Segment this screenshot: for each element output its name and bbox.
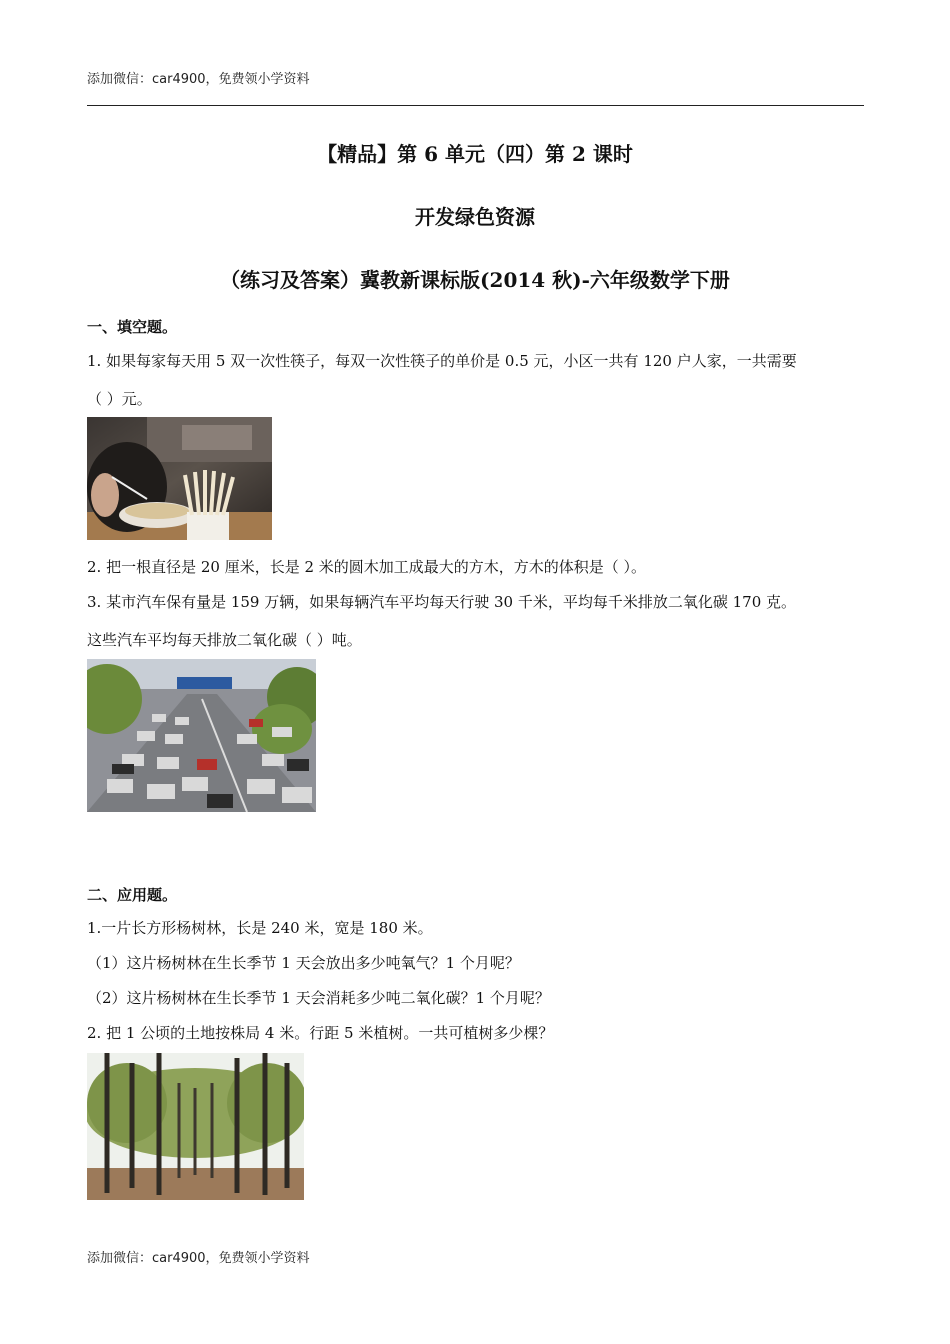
section-heading-fill-blank: 一、填空题。: [87, 318, 178, 336]
question-3-line-2: 这些汽车平均每天排放二氧化碳（ ）吨。: [87, 631, 362, 649]
question-1-line-2: （ ）元。: [87, 390, 152, 408]
traffic-jam-photo: [87, 659, 316, 812]
question-3-line-1: 3. 某市汽车保有量是 159 万辆，如果每辆汽车平均每天行驶 30 千米，平均每千米排放二氧化碳 170 克。: [87, 593, 797, 611]
document-edition: （练习及答案）冀教新课标版(2014 秋)-六年级数学下册: [220, 268, 730, 292]
document-title: 【精品】第 6 单元（四）第 2 课时: [317, 142, 633, 166]
header-divider: [87, 105, 864, 106]
application-question-1-part-2: （2）这片杨树林在生长季节 1 天会消耗多少吨二氧化碳？1 个月呢？: [87, 989, 550, 1007]
application-question-1-part-1: （1）这片杨树林在生长季节 1 天会放出多少吨氧气？1 个月呢？: [87, 954, 520, 972]
question-2: 2. 把一根直径是 20 厘米，长是 2 米的圆木加工成最大的方木，方木的体积是（ ）。: [87, 558, 647, 576]
chopsticks-photo: [87, 417, 272, 540]
section-heading-application: 二、应用题。: [87, 886, 178, 904]
document-subtitle: 开发绿色资源: [415, 205, 535, 229]
application-question-2: 2. 把 1 公顷的土地按株局 4 米。行距 5 米植树。一共可植树多少棵？: [87, 1024, 554, 1042]
poplar-forest-photo: [87, 1053, 304, 1200]
question-1-line-1: 1. 如果每家每天用 5 双一次性筷子，每双一次性筷子的单价是 0.5 元，小区一共有 120 户人家，一共需要: [87, 352, 797, 370]
header-note: 添加微信：car4900，免费领小学资料: [87, 72, 310, 87]
footer-note: 添加微信：car4900，免费领小学资料: [87, 1251, 310, 1266]
application-question-1: 1.一片长方形杨树林，长是 240 米，宽是 180 米。: [87, 919, 433, 937]
